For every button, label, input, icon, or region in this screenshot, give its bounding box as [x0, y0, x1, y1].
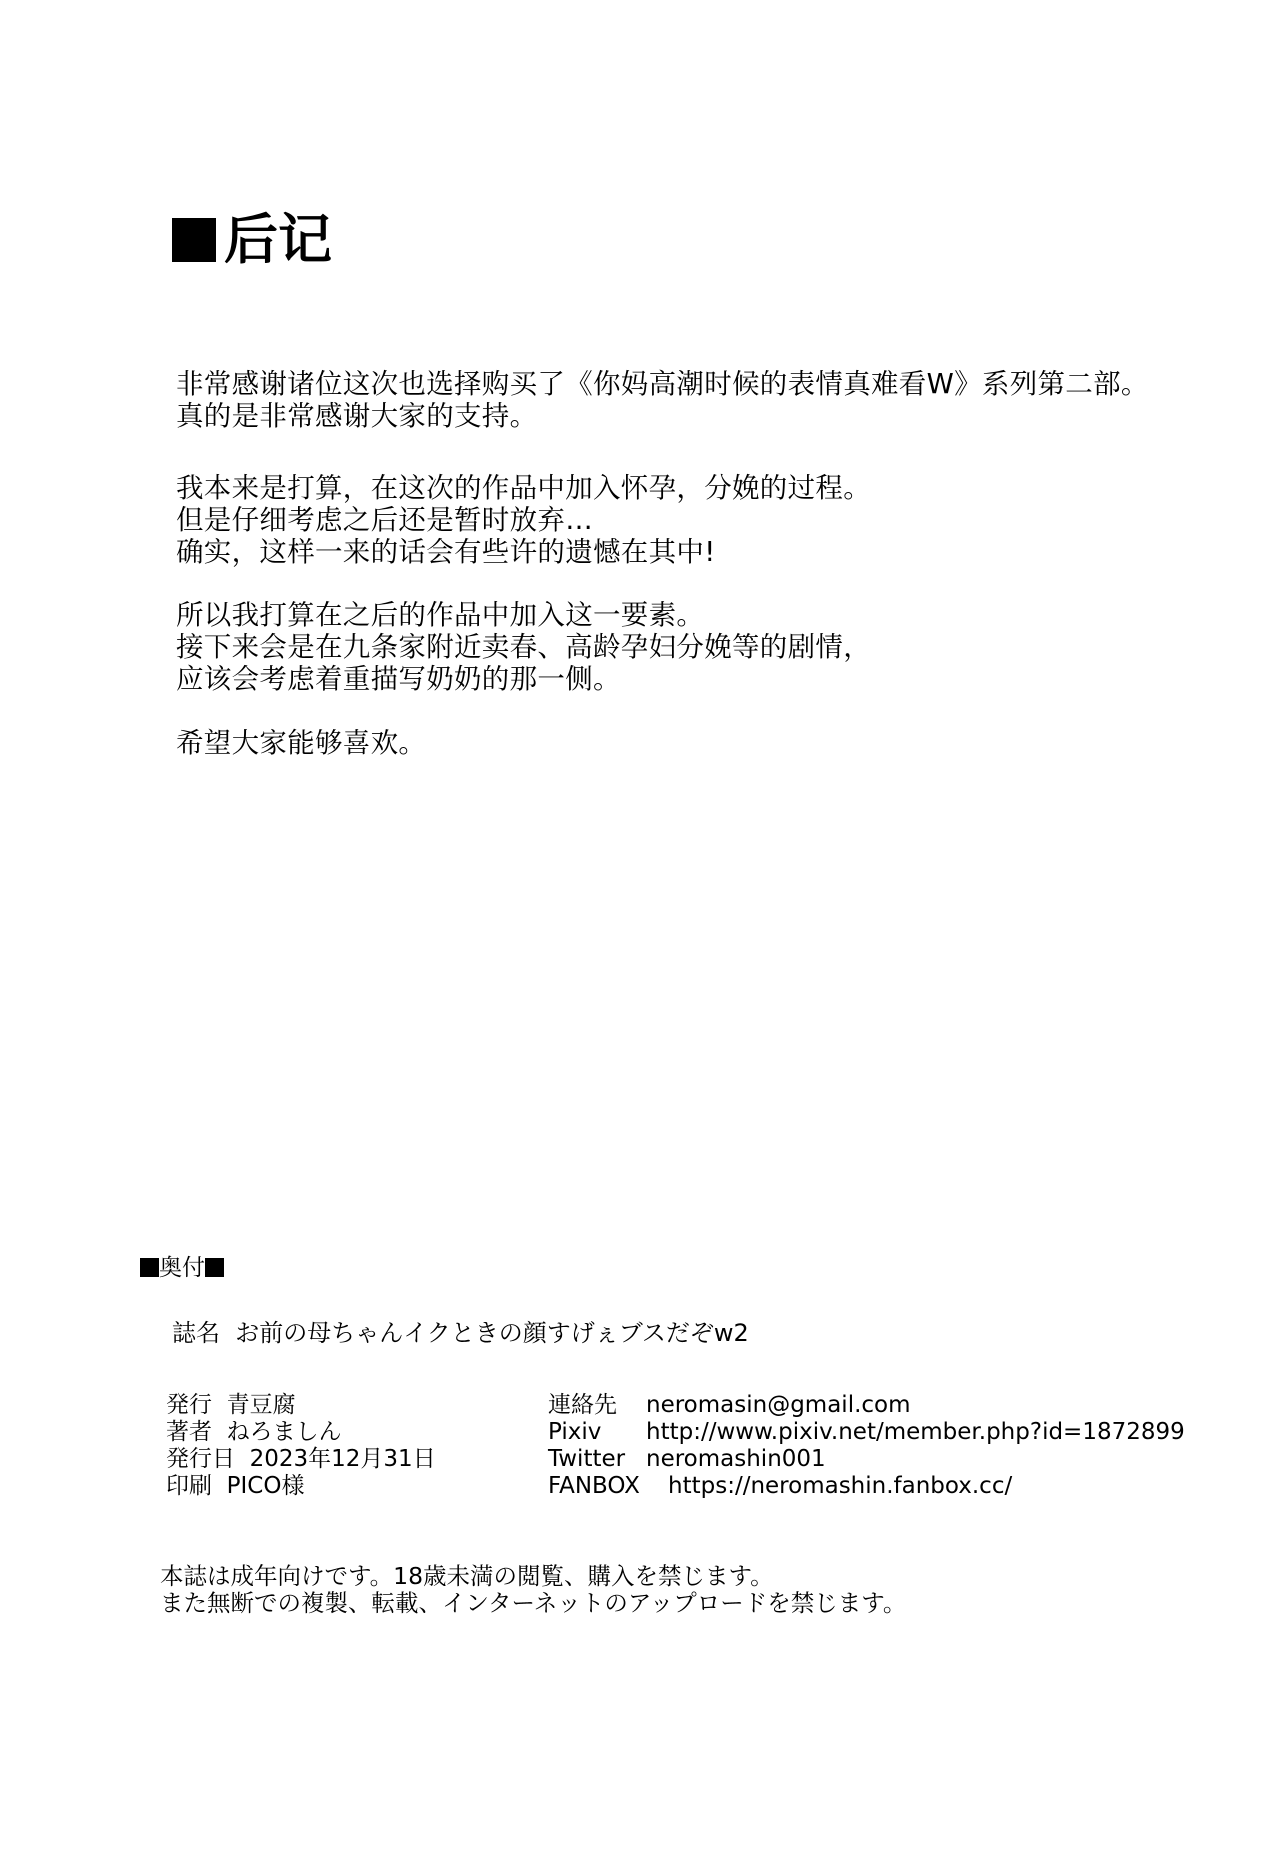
row-value: ねろましん [226, 1419, 342, 1445]
colophon-right-row [548, 1446, 826, 1473]
body-line: 确实，这样一来的话会有些许的遗憾在其中! [176, 536, 716, 568]
colophon-left-row [166, 1419, 342, 1446]
row-label: 発行日 [166, 1446, 235, 1472]
colophon-heading [140, 1254, 224, 1282]
notice-line: 本誌は成年向けです。18歳未満の閲覧、購入を禁じます。 [160, 1562, 774, 1590]
row-label: Pixiv [548, 1419, 602, 1445]
colophon-right-row [548, 1419, 1185, 1446]
body-line: 真的是非常感谢大家的支持。 [176, 400, 538, 432]
body-line: 应该会考虑着重描写奶奶的那一侧。 [176, 663, 621, 695]
twitter-handle[interactable]: neromashin001 [646, 1446, 826, 1472]
black-square-icon [205, 1258, 224, 1277]
body-line: 但是仔细考虑之后还是暂时放弃… [176, 504, 593, 536]
black-square-icon [140, 1258, 159, 1277]
colophon-left-row [166, 1446, 436, 1473]
row-label: 発行 [166, 1392, 212, 1418]
body-line: 希望大家能够喜欢。 [176, 727, 427, 759]
body-line: 所以我打算在之后的作品中加入这一要素。 [176, 599, 705, 631]
colophon-left-row [166, 1392, 296, 1419]
fanbox-link[interactable]: https://neromashin.fanbox.cc/ [668, 1473, 1013, 1499]
notice-line: また無断での複製、転載、インターネットのアップロードを禁じます。 [160, 1589, 907, 1617]
row-value: PICO様 [226, 1473, 305, 1499]
colophon-heading-text: 奥付 [159, 1255, 205, 1281]
contact-email[interactable]: neromasin@gmail.com [646, 1392, 911, 1418]
colophon-right-row [548, 1392, 911, 1419]
row-label: 印刷 [166, 1473, 212, 1499]
body-line: 我本来是打算，在这次的作品中加入怀孕，分娩的过程。 [176, 472, 871, 504]
row-label: FANBOX [548, 1473, 640, 1499]
row-value: 青豆腐 [226, 1392, 296, 1418]
row-label: Twitter [548, 1446, 626, 1472]
colophon-left-row [166, 1473, 304, 1500]
magazine-title-row [172, 1318, 749, 1348]
row-label: 著者 [166, 1419, 212, 1445]
row-value: 2023年12月31日 [249, 1446, 436, 1472]
colophon-right-row [548, 1473, 1012, 1500]
afterword-title [172, 208, 332, 272]
magazine-label: 誌名 [172, 1319, 220, 1347]
body-line: 接下来会是在九条家附近卖春、高龄孕妇分娩等的剧情， [176, 631, 871, 663]
row-label: 連絡先 [548, 1392, 617, 1418]
body-line: 非常感谢诸位这次也选择购买了《你妈高潮时候的表情真难看W》系列第二部。 [176, 368, 1149, 400]
pixiv-link[interactable]: http://www.pixiv.net/member.php?id=1872899 [646, 1419, 1185, 1445]
magazine-value: お前の母ちゃんイクときの顔すげぇブスだぞw2 [235, 1319, 749, 1347]
afterword-title-text: 后记 [224, 208, 332, 271]
black-square-icon [172, 218, 216, 262]
